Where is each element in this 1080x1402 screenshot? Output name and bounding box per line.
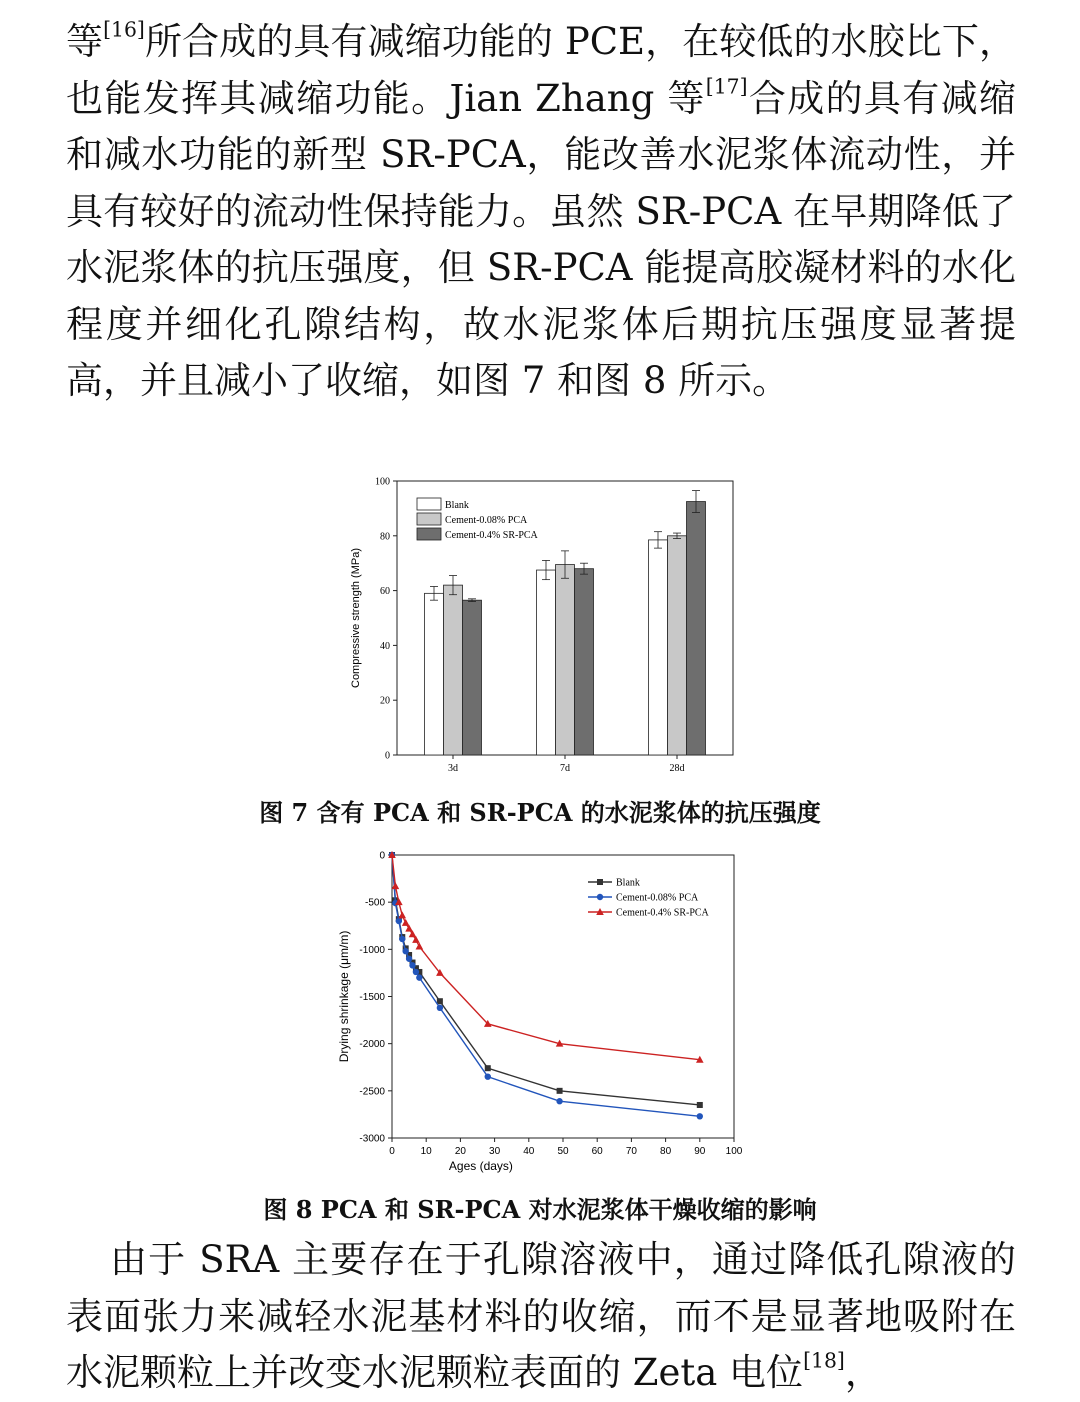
data-point <box>556 1098 562 1104</box>
data-point <box>399 936 405 942</box>
data-point <box>409 962 415 968</box>
legend-label: Blank <box>445 500 469 511</box>
data-point <box>697 1113 703 1119</box>
x-tick-label: 100 <box>725 1146 743 1157</box>
y-tick-label: 20 <box>380 695 390 707</box>
data-point <box>437 1005 443 1011</box>
bar <box>556 565 575 755</box>
para1-text-a: 等 <box>66 20 104 63</box>
bar <box>687 502 706 755</box>
legend-label: Cement-0.08% PCA <box>445 515 528 526</box>
citation-18[interactable]: [18] <box>803 1348 845 1373</box>
x-axis-label: Ages (days) <box>448 1159 513 1173</box>
x-tick-label: 70 <box>625 1146 637 1157</box>
legend-swatch <box>417 513 441 525</box>
drying-shrinkage-line-chart <box>330 845 750 1175</box>
y-tick-label: -1000 <box>359 944 385 956</box>
y-tick-label: -500 <box>364 897 385 909</box>
data-point <box>485 1065 491 1071</box>
bar <box>668 536 687 755</box>
legend-label: Cement-0.08% PCA <box>616 892 699 904</box>
x-tick-label: 40 <box>523 1146 535 1157</box>
bar <box>425 593 444 755</box>
data-point <box>402 948 408 954</box>
y-tick-label: 0 <box>379 850 385 862</box>
data-point <box>396 918 402 924</box>
citation-16[interactable]: [16] <box>103 17 145 42</box>
y-tick-label: 100 <box>375 476 390 488</box>
citation-17[interactable]: [17] <box>705 74 748 99</box>
y-axis-label: Drying shrinkage (μm/m) <box>337 930 351 1063</box>
figure-7-chart <box>345 475 745 775</box>
bar <box>444 585 463 755</box>
x-tick-label: 3d <box>448 763 458 774</box>
data-point <box>437 998 443 1004</box>
para2-punct: ， <box>844 1351 882 1394</box>
legend-marker <box>597 879 603 885</box>
y-tick-label: -2000 <box>359 1039 385 1051</box>
legend-label: Cement-0.4% SR-PCA <box>445 530 538 541</box>
x-tick-label: 60 <box>591 1146 603 1157</box>
y-tick-label: 40 <box>380 640 390 652</box>
y-tick-label: 80 <box>380 531 390 543</box>
y-axis-label: Compressive strength (MPa) <box>350 548 362 688</box>
x-tick-label: 28d <box>669 763 685 774</box>
x-tick-label: 50 <box>557 1146 569 1157</box>
figure-8-caption: 图 8 PCA 和 SR-PCA 对水泥浆体干燥收缩的影响 <box>263 1195 817 1224</box>
x-tick-label: 80 <box>660 1146 672 1157</box>
y-tick-label: 60 <box>380 586 390 598</box>
y-tick-label: -3000 <box>359 1133 385 1145</box>
compressive-strength-bar-chart <box>345 475 745 775</box>
bar <box>649 540 668 755</box>
y-tick-label: -2500 <box>359 1086 385 1098</box>
data-point <box>413 969 419 975</box>
legend-label: Cement-0.4% SR-PCA <box>616 907 709 919</box>
figure-7-caption: 图 7 含有 PCA 和 SR-PCA 的水泥浆体的抗压强度 <box>259 798 821 827</box>
data-point <box>697 1102 703 1108</box>
bar <box>463 600 482 755</box>
data-point <box>416 943 424 950</box>
x-tick-label: 7d <box>560 763 570 774</box>
data-point <box>392 882 400 889</box>
body-paragraph-2 <box>66 1232 1016 1402</box>
data-point <box>557 1088 563 1094</box>
y-tick-label: -1500 <box>359 992 385 1003</box>
legend-label: Blank <box>616 877 640 889</box>
legend-marker <box>597 894 603 900</box>
x-tick-label: 90 <box>694 1146 706 1157</box>
bar <box>575 569 594 755</box>
legend-swatch <box>417 498 441 510</box>
y-tick-label: 0 <box>385 750 390 762</box>
data-point <box>398 911 406 918</box>
para1-text-c: 合成的具有减缩和减水功能的新型 SR-PCA，能改善水泥浆体流动性，并具有较好的流动性保持能力。虽然 SR-PCA 在早期降低了水泥浆体的抗压强度，但 SR-PCA 能提高胶凝材料的水化程度并细化孔隙结构，故水泥浆体后期抗压强度显著提高，并且减小了收缩，如图 7 和图 8 所示。 <box>66 76 1016 402</box>
body-paragraph-1 <box>66 14 1016 410</box>
para2-text: 由于 SRA 主要存在于孔隙溶液中，通过降低孔隙液的表面张力来减轻水泥基材料的收缩，而不是显著地吸附在水泥颗粒上并改变水泥颗粒表面的 Zeta 电位 <box>66 1238 1016 1394</box>
data-point <box>402 919 410 926</box>
series-line <box>392 855 700 1060</box>
bar <box>537 570 556 755</box>
legend-swatch <box>417 528 441 540</box>
x-tick-label: 0 <box>389 1146 395 1157</box>
figure-8-chart <box>330 845 750 1175</box>
data-point <box>416 974 422 980</box>
data-point <box>485 1073 491 1079</box>
x-tick-label: 20 <box>454 1146 466 1157</box>
data-point <box>406 956 412 962</box>
para1-text-b: 所合成的具有减缩功能的 PCE，在较低的水胶比下，也能发挥其减缩功能。Jian Zhang 等 <box>66 20 1016 120</box>
x-tick-label: 10 <box>420 1146 432 1157</box>
x-tick-label: 30 <box>489 1146 501 1157</box>
